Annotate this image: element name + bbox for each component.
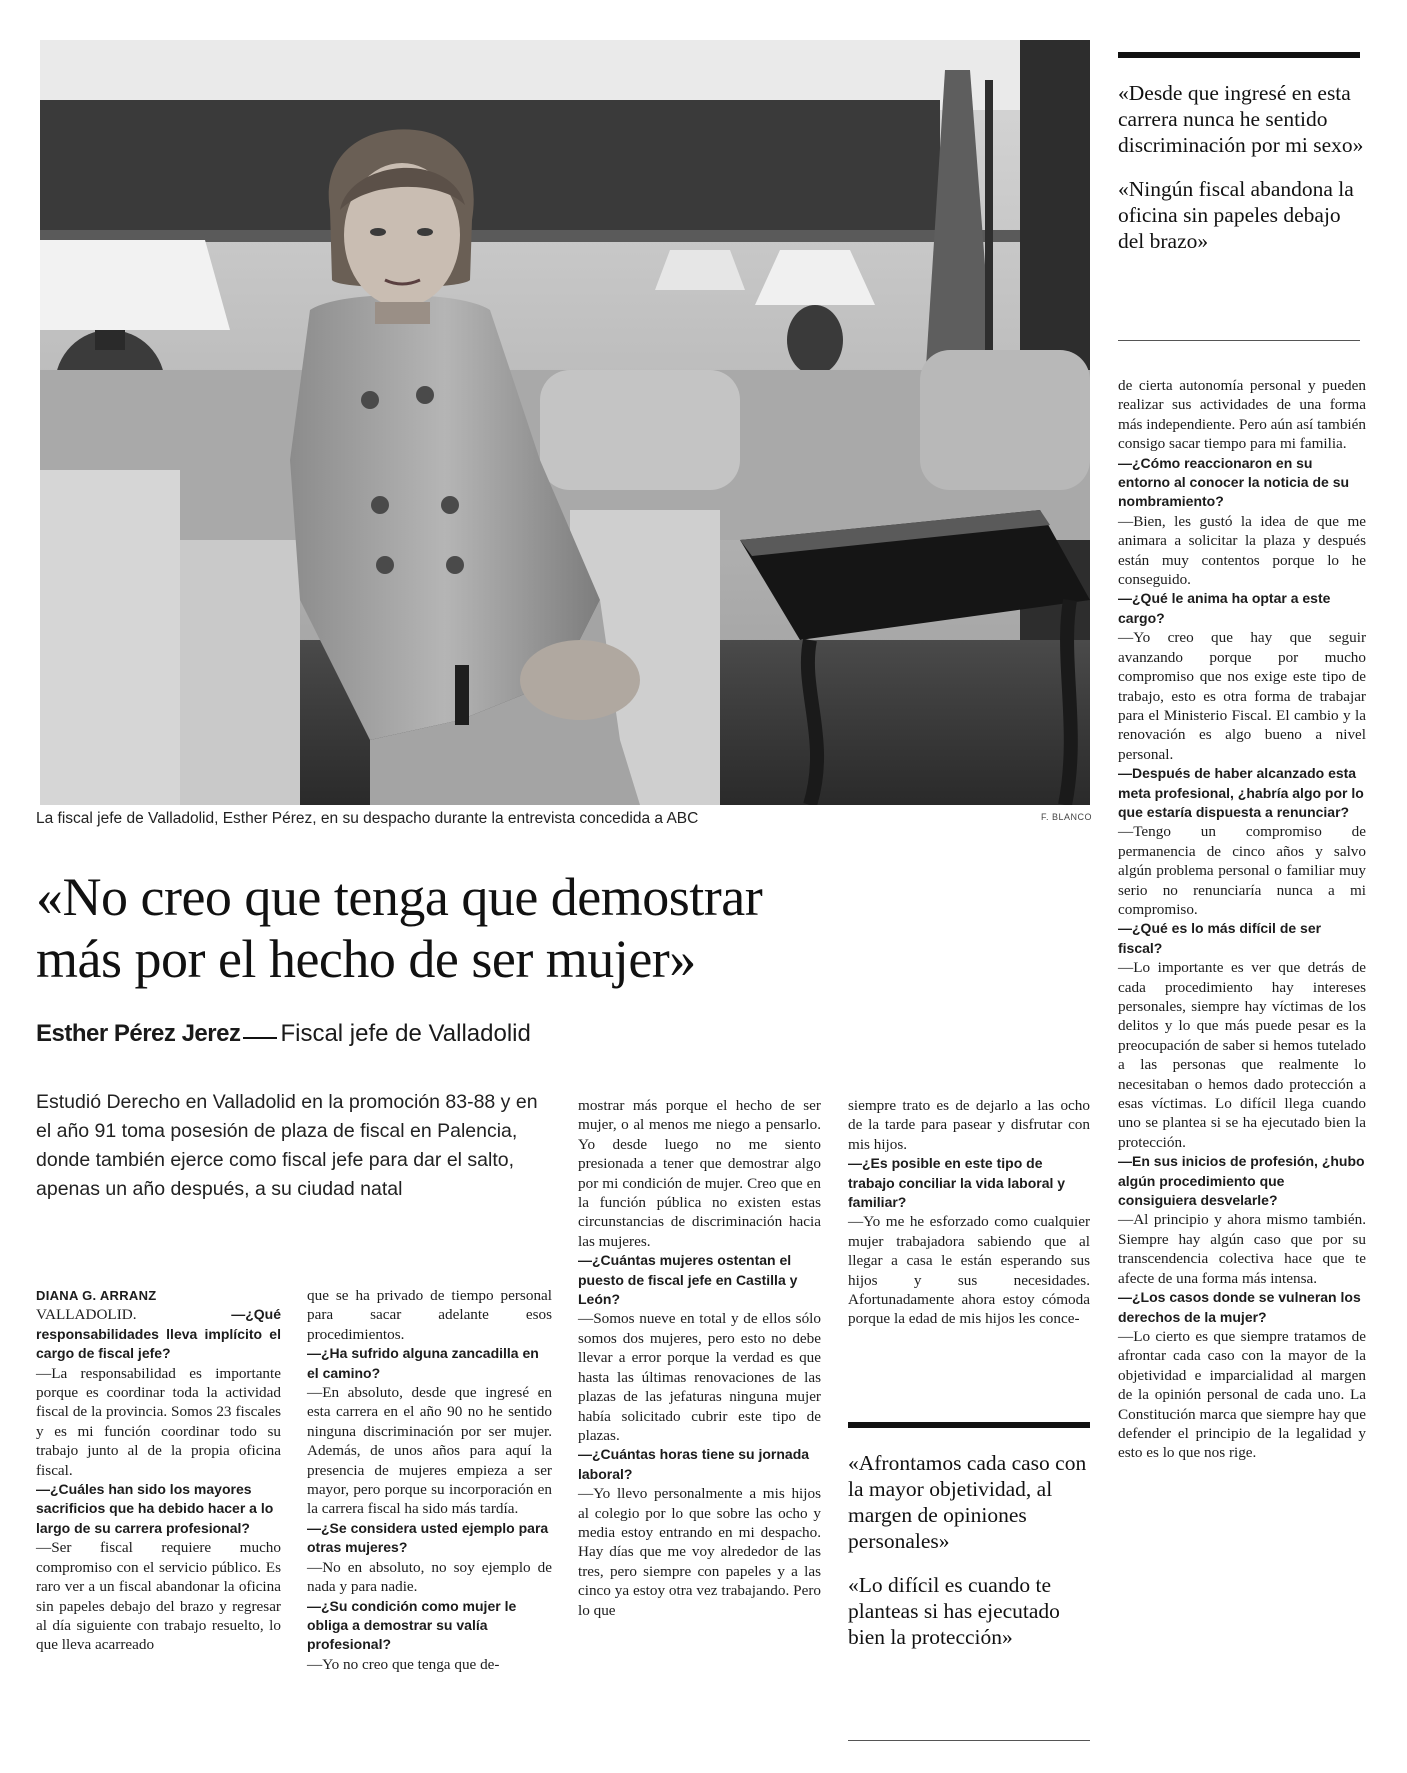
byline — [36, 1020, 736, 1048]
question: —¿Cómo reaccionaron en su entorno al conocer la noticia de su nombramiento? — [1118, 454, 1350, 510]
question: —¿Los casos donde se vulneran los derechos de la mujer? — [1118, 1289, 1361, 1325]
pullquote-top-rule — [1118, 52, 1360, 58]
answer: —Yo creo que hay que seguir avanzando porque por mucho compromiso que nos exige este tipo de trabajo, esto es otra forma de trabajar para el Ministerio Fiscal. El cambio y la renovación es algo bueno a nivel personal. — [1118, 629, 1366, 763]
answer: de cierta autonomía personal y pueden realizar sus actividades de una forma más independiente. Pero aún así también consigo sacar tiempo para mi familia. — [1118, 377, 1366, 453]
pullquote-text: «Afrontamos cada caso con la mayor objetividad, al margen de opiniones personales» — [848, 1451, 1087, 1553]
headline-line-1: «No creo que tenga que demostrar — [36, 867, 763, 927]
question: —¿Es posible en este tipo de trabajo conciliar la vida laboral y familiar? — [848, 1155, 1066, 1211]
answer: —Yo no creo que tenga que de- — [307, 1655, 500, 1673]
answer: siempre trato es de dejarlo a las ocho de la tarde para pasear y disfrutar con mis hijos. — [848, 1097, 1090, 1153]
answer: —Yo me he esforzado como cualquier mujer trabajadora sabiendo que al llegar a casa le están esperando sus hijos y sus necesidades. Afortunadamente ahora estoy cómoda porque la edad de mis hijos les conce- — [848, 1213, 1090, 1328]
article-column-3 — [578, 1096, 821, 1620]
pullquote-text: «Lo difícil es cuando te planteas si has ejecutado bien la protección» — [848, 1573, 1060, 1649]
photo-caption: La fiscal jefe de Valladolid, Esther Pérez, en su despacho durante la entrevista concedida a ABC — [36, 810, 699, 827]
question: —¿Ha sufrido alguna zancadilla en el camino? — [307, 1345, 539, 1381]
article-column-4 — [848, 1096, 1090, 1329]
intro-paragraph: Estudió Derecho en Valladolid en la promoción 83-88 y en el año 91 toma posesión de plaza de fiscal en Palencia, donde también ejerce como fiscal jefe para dar el salto, apenas un año después, a su ciudad natal — [36, 1091, 538, 1200]
pullquote-bottom-bottom-rule — [848, 1740, 1090, 1741]
answer: mostrar más porque el hecho de ser mujer, o al menos me niego a pensarlo. Yo desde luego no me siento presionada a tener que demostrar algo por mi condición de mujer. Creo que en la función pública no existen estas circunstancias de discriminación hacia las mujeres. — [578, 1097, 821, 1250]
pullquote-top-bottom-rule — [1118, 340, 1360, 341]
article-column-2 — [307, 1286, 552, 1674]
question: —¿Cuántas mujeres ostentan el puesto de fiscal jefe en Castilla y León? — [578, 1252, 798, 1308]
question: —Después de haber alcanzado esta meta profesional, ¿habría algo por lo que estaría dispuesta a renunciar? — [1118, 765, 1364, 820]
interviewee-role: Fiscal jefe de Valladolid — [280, 1020, 531, 1047]
question: —¿Se considera usted ejemplo para otras mujeres? — [307, 1519, 549, 1556]
answer: —Ser fiscal requiere mucho compromiso con el servicio público. Es raro ver a un fiscal abandonar la oficina sin papeles debajo del brazo y regresar al día siguiente con trabajo resuelto, lo que lleva acarreado — [36, 1539, 281, 1654]
pullquote-bottom-rule — [848, 1422, 1090, 1428]
photo-credit: F. BLANCO — [1040, 812, 1092, 822]
article-column-5 — [1118, 376, 1366, 1463]
interviewee-name: Esther Pérez Jerez — [36, 1020, 241, 1047]
answer: que se ha privado de tiempo personal para sacar adelante esos procedimientos. — [307, 1287, 552, 1343]
answer: —Al principio y ahora mismo también. Siempre hay algún caso que por su transcendencia colectiva hace que te afecte de una forma más intensa. — [1118, 1211, 1366, 1287]
answer: —Lo cierto es que siempre tratamos de afrontar cada caso con la mayor de la objetividad e imparcialidad al margen de la opinión personal de cada uno. La Constitución marca que siempre hay que defender el principio de la legalidad y esto es lo que nos rige. — [1118, 1327, 1366, 1462]
question: —¿Cuántas horas tiene su jornada laboral? — [578, 1446, 810, 1482]
answer: —Bien, les gustó la idea de que me animara a solicitar la plaza y después están muy contentos porque lo he conseguido. — [1118, 512, 1366, 589]
dateline-city: VALLADOLID. — [36, 1306, 137, 1324]
interview-photo — [40, 40, 1090, 805]
headline-line-2: más por el hecho de ser mujer» — [36, 929, 696, 989]
answer: —La responsabilidad es importante porque es coordinar toda la actividad fiscal de la provincia. Somos 23 fiscales y es mi función coordinar todo su trabajo junto al de la propia oficina fiscal. — [36, 1364, 281, 1479]
article-column-1 — [36, 1286, 281, 1655]
pullquote-bottom — [848, 1450, 1098, 1650]
question: —En sus inicios de profesión, ¿hubo algún procedimiento que consiguiera desvelarle? — [1118, 1153, 1365, 1209]
headline — [36, 866, 1096, 990]
question: —¿Qué le anima ha optar a este cargo? — [1118, 590, 1331, 626]
answer: —Tengo un compromiso de permanencia de cinco años y salvo algún problema personal o familiar muy serio no renunciaría nunca a mi compromiso. — [1118, 823, 1366, 918]
answer: —Yo llevo personalmente a mis hijos al colegio por lo que sobre las ocho y media estoy entrando en mi despacho. Hay días que me voy alrededor de las tres, pero siempre con papeles y a las cinco ya estoy otra vez trabajando. Pero lo que — [578, 1485, 821, 1619]
question: —¿Qué responsabilidades lleva implícito el cargo de fiscal jefe? — [36, 1306, 281, 1362]
pullquote-text: «Ningún fiscal abandona la oficina sin papeles debajo del brazo» — [1118, 177, 1354, 253]
author-line — [36, 1286, 281, 1305]
byline-separator — [243, 1037, 277, 1039]
question: —¿Cuáles han sido los mayores sacrificios que ha debido hacer a lo largo de su carrera profesional? — [36, 1481, 274, 1536]
answer: —Lo importante es ver que detrás de cada procedimiento hay intereses personales, siempre hay víctimas de los delitos y lo que más puede pesar es la preocupación de saber si hemos tutelado a las personas que realmente lo necesitaban o hemos dado protección a esas víctimas. Lo difícil llega cuando uno se plantea si se ha ejecutado bien la protección. — [1118, 959, 1366, 1151]
question: —¿Su condición como mujer le obliga a demostrar su valía profesional? — [307, 1597, 517, 1653]
author-name: DIANA G. ARRANZ — [36, 1288, 157, 1303]
pullquote-text: «Desde que ingresé en esta carrera nunca he sentido discriminación por mi sexo» — [1118, 81, 1364, 157]
question: —¿Qué es lo más difícil de ser fiscal? — [1118, 920, 1322, 956]
pullquote-top — [1118, 80, 1368, 254]
answer: —En absoluto, desde que ingresé en esta carrera en el año 90 no he sentido ninguna discriminación por ser mujer. Además, de unos años para aquí la presencia de mujeres empieza a ser mayor, pero porque su incorporación en la carrera fiscal ha sido más tardía. — [307, 1384, 552, 1518]
answer: —No en absoluto, no soy ejemplo de nada y para nadie. — [307, 1558, 552, 1596]
photo-illustration — [40, 40, 1090, 805]
dateline — [36, 1305, 281, 1363]
answer: —Somos nueve en total y de ellos sólo somos dos mujeres, pero esto no debe llevar a error porque la verdad es que hasta las últimas renovaciones de las plazas de las jefaturas ninguna mujer había solicitado cubrir este tipo de plazas. — [578, 1310, 821, 1444]
